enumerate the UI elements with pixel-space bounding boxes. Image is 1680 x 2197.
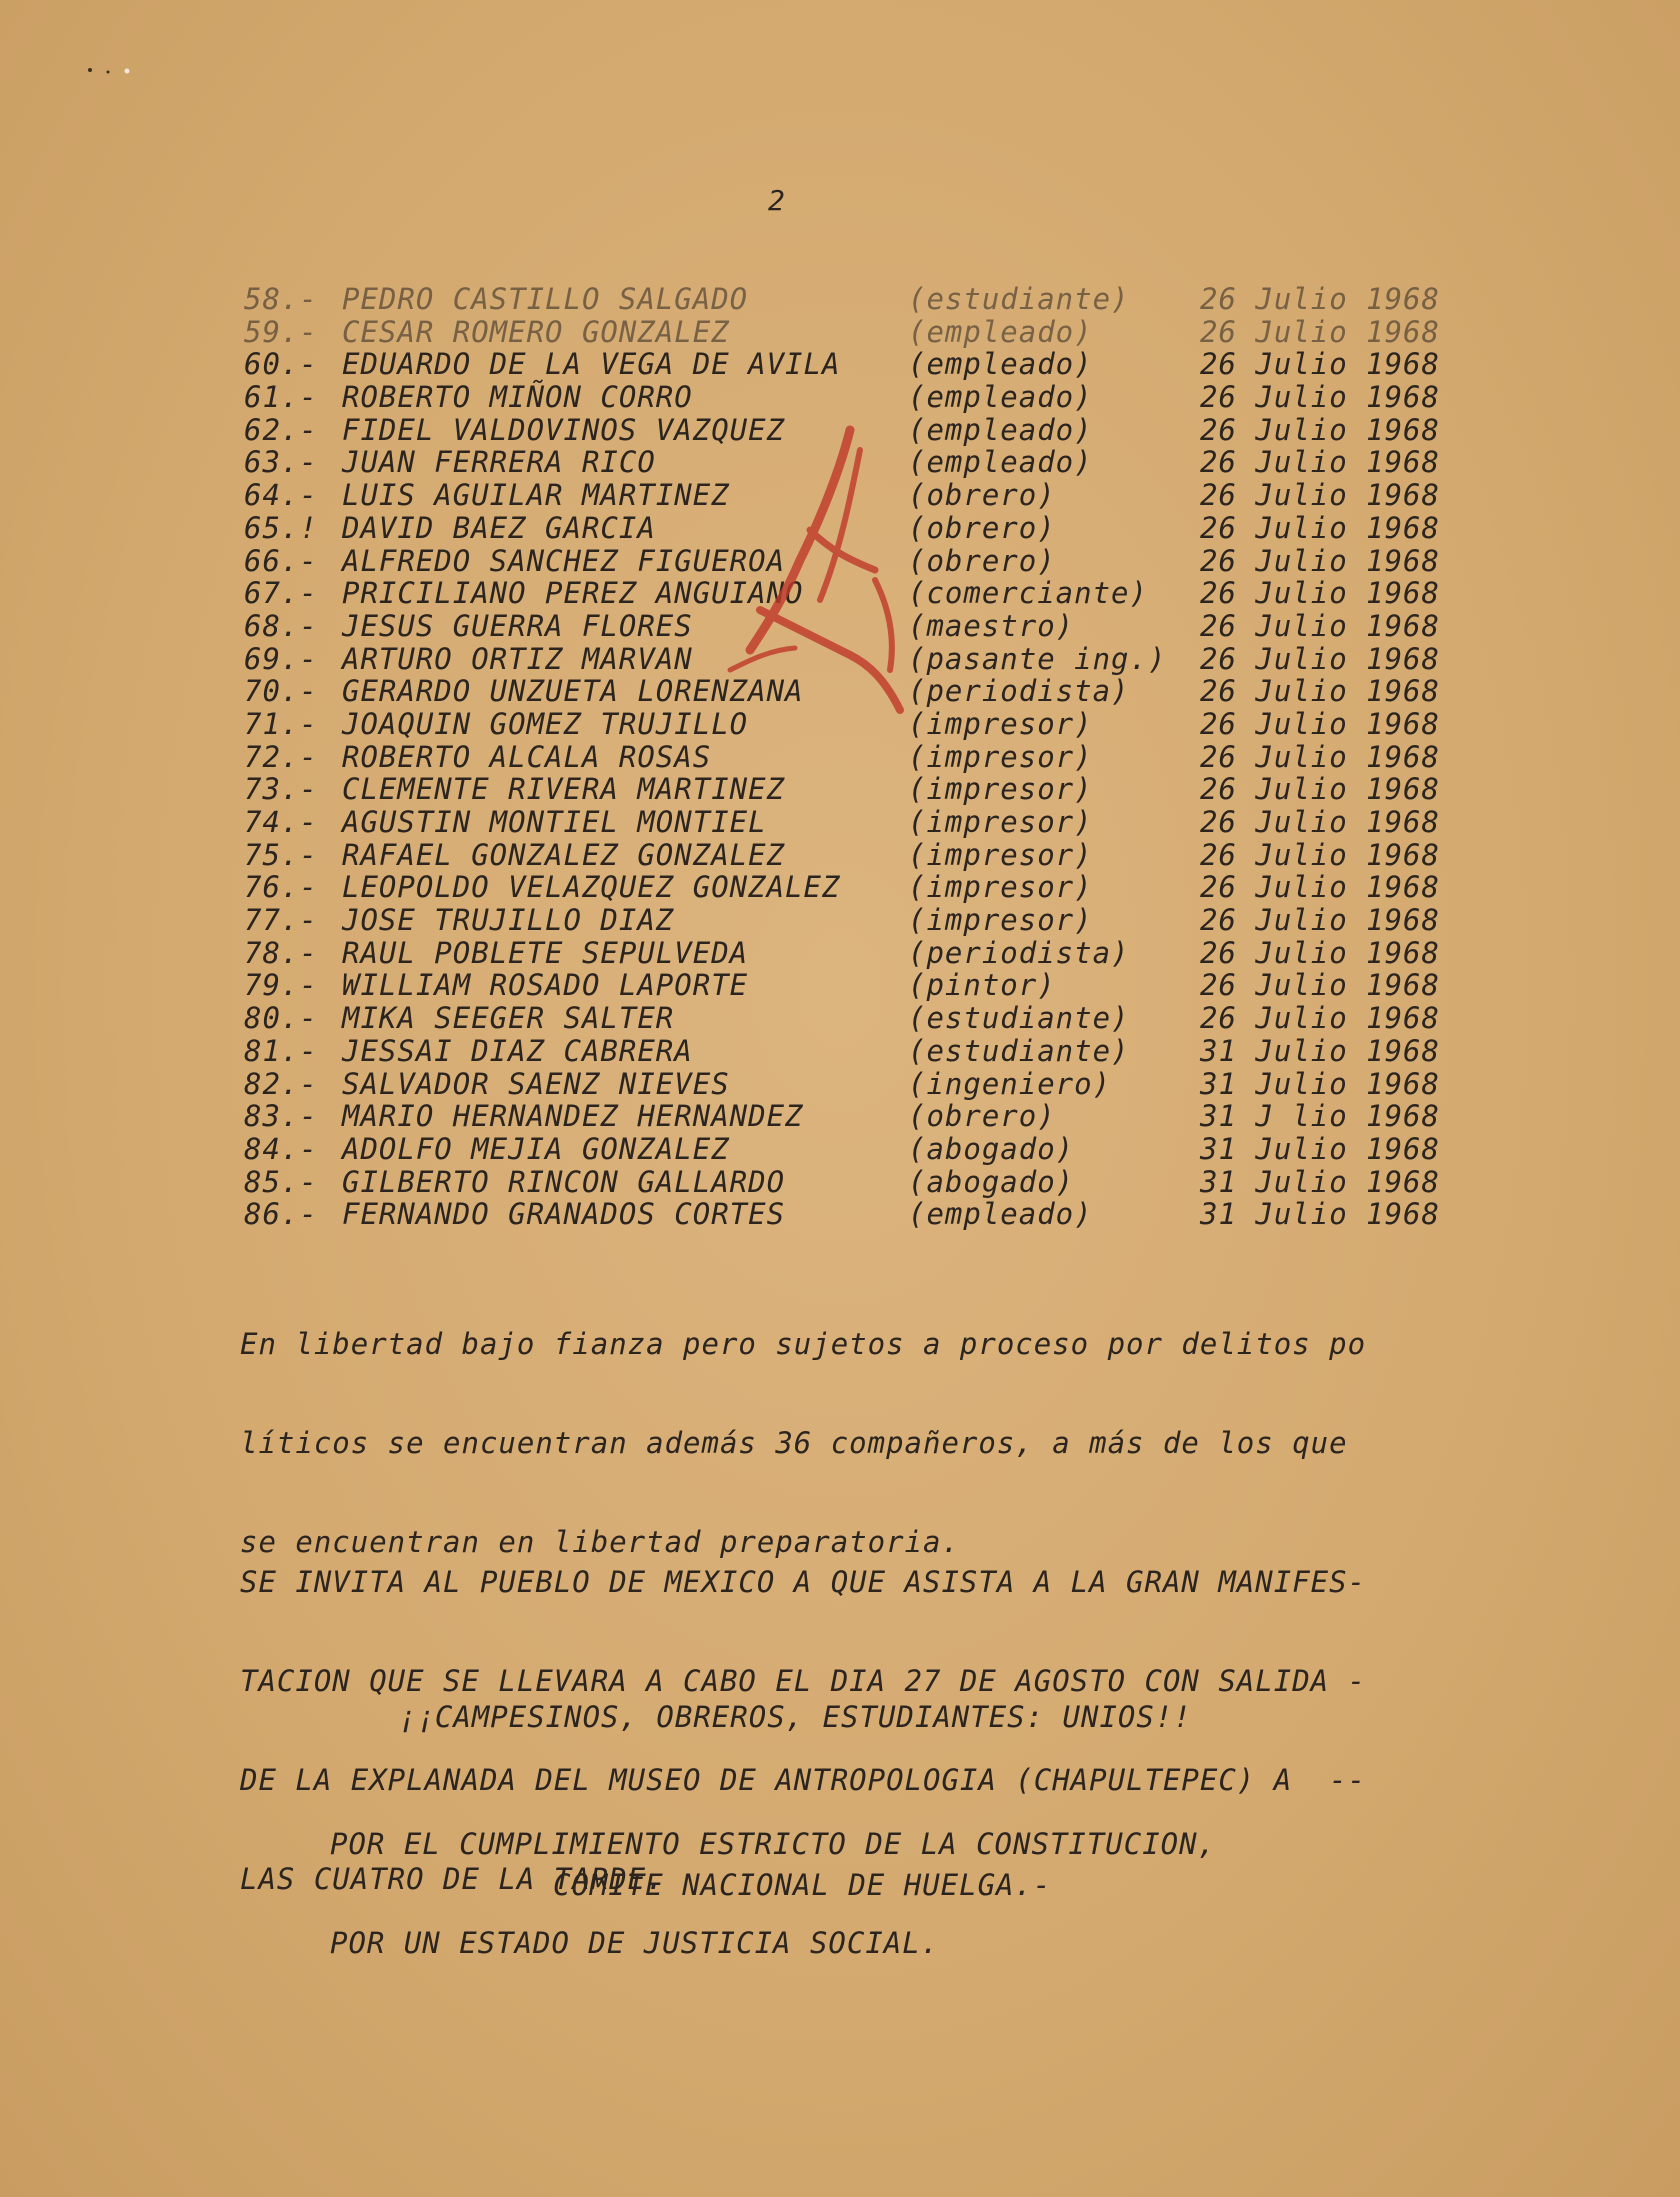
entry-date: 31 Julio 1968	[1200, 1164, 1440, 1199]
entry-name: JUAN FERRERA RICO	[342, 445, 656, 480]
entry-occupation: (abogado)	[908, 1164, 1075, 1199]
entry-date: 31 J lio 1968	[1200, 1099, 1440, 1134]
entry-name: MARIO HERNANDEZ HERNANDEZ	[342, 1099, 804, 1134]
entry-occupation: (periodista)	[908, 935, 1130, 970]
list-entry	[244, 805, 1474, 838]
list-entry	[244, 936, 1474, 969]
motto-line: POR UN ESTADO DE JUSTICIA SOCIAL.	[330, 1926, 940, 1960]
entry-number: 74.-	[244, 805, 318, 839]
entry-date: 26 Julio 1968	[1200, 935, 1440, 970]
entry-number: 79.-	[244, 968, 318, 1003]
entry-name: JOAQUIN GOMEZ TRUJILLO	[342, 706, 749, 741]
list-entry	[244, 1099, 1474, 1132]
entry-name: WILLIAM ROSADO LAPORTE	[342, 968, 749, 1003]
list-entry	[244, 478, 1474, 511]
entry-number: 82.-	[244, 1066, 318, 1101]
entry-date: 31 Julio 1968	[1200, 1066, 1440, 1101]
entry-occupation: (impresor)	[908, 772, 1093, 807]
list-entry	[244, 968, 1474, 1001]
entry-name: FIDEL VALDOVINOS VAZQUEZ	[342, 412, 786, 447]
list-entry	[244, 544, 1474, 577]
entry-number: 70.-	[244, 674, 318, 709]
entry-name: CESAR ROMERO GONZALEZ	[342, 314, 730, 349]
entry-date: 26 Julio 1968	[1200, 706, 1440, 741]
entry-number: 81.-	[244, 1033, 318, 1068]
entry-date: 31 Julio 1968	[1200, 1033, 1440, 1068]
entry-number: 59.-	[244, 314, 318, 349]
entry-number: 62.-	[244, 412, 318, 447]
invitation-line: DE LA EXPLANADA DEL MUSEO DE ANTROPOLOGIA (CHAPULTEPEC) A --	[240, 1763, 1367, 1797]
list-entry	[244, 707, 1474, 740]
entry-number: 83.-	[244, 1099, 318, 1134]
list-entry	[244, 740, 1474, 773]
entry-date: 26 Julio 1968	[1200, 380, 1440, 415]
entry-number: 71.-	[244, 706, 318, 741]
entry-number: 78.-	[244, 935, 318, 970]
list-entry	[244, 576, 1474, 609]
entry-number: 73.-	[244, 772, 318, 807]
entry-occupation: (empleado)	[908, 1197, 1093, 1232]
entry-number: 75.-	[244, 837, 318, 872]
entry-occupation: (pasante ing.)	[908, 641, 1167, 676]
entry-number: 76.-	[244, 870, 318, 905]
entry-number: 68.-	[244, 608, 318, 643]
entry-date: 26 Julio 1968	[1200, 608, 1440, 643]
entry-date: 26 Julio 1968	[1200, 968, 1440, 1003]
entry-name: SALVADOR SAENZ NIEVES	[342, 1066, 730, 1101]
detainee-list	[244, 282, 1474, 1230]
signature: COMITE NACIONAL DE HUELGA.-	[553, 1868, 1052, 1902]
entry-name: LUIS AGUILAR MARTINEZ	[342, 478, 730, 513]
entry-number: 61.-	[244, 380, 318, 415]
entry-number: 64.-	[244, 478, 318, 513]
entry-number: 65.!	[244, 510, 318, 545]
entry-date: 26 Julio 1968	[1200, 870, 1440, 905]
list-entry	[244, 413, 1474, 446]
page-number: 2	[768, 184, 786, 217]
entry-date: 26 Julio 1968	[1200, 445, 1440, 480]
entry-occupation: (empleado)	[908, 314, 1093, 349]
entry-name: JESSAI DIAZ CABRERA	[342, 1033, 693, 1068]
entry-number: 63.-	[244, 445, 318, 480]
entry-occupation: (comerciante)	[908, 576, 1148, 611]
list-entry	[244, 1132, 1474, 1165]
entry-occupation: (empleado)	[908, 380, 1093, 415]
entry-occupation: (obrero)	[908, 510, 1056, 545]
entry-date: 26 Julio 1968	[1200, 576, 1440, 611]
entry-name: AGUSTIN MONTIEL MONTIEL	[342, 805, 767, 839]
entry-occupation: (obrero)	[908, 478, 1056, 513]
list-entry	[244, 772, 1474, 805]
entry-occupation: (maestro)	[908, 608, 1075, 643]
list-entry	[244, 282, 1474, 315]
entry-name: ROBERTO ALCALA ROSAS	[342, 739, 712, 774]
list-entry	[244, 642, 1474, 675]
entry-number: 58.-	[244, 282, 318, 316]
list-entry	[244, 1001, 1474, 1034]
entry-date: 26 Julio 1968	[1200, 543, 1440, 578]
entry-occupation: (impresor)	[908, 903, 1093, 938]
entry-occupation: (empleado)	[908, 412, 1093, 447]
entry-date: 26 Julio 1968	[1200, 641, 1440, 676]
entry-name: JOSE TRUJILLO DIAZ	[342, 903, 675, 938]
entry-date: 26 Julio 1968	[1200, 314, 1440, 349]
entry-name: GILBERTO RINCON GALLARDO	[342, 1164, 786, 1199]
entry-occupation: (impresor)	[908, 805, 1093, 839]
entry-number: 60.-	[244, 347, 318, 382]
list-entry	[244, 315, 1474, 348]
entry-date: 26 Julio 1968	[1200, 1001, 1440, 1036]
entry-date: 26 Julio 1968	[1200, 478, 1440, 513]
entry-number: 84.-	[244, 1131, 318, 1166]
entry-name: GERARDO UNZUETA LORENZANA	[342, 674, 804, 709]
paragraph-line: líticos se encuentran además 36 compañeros, a más de los que	[240, 1426, 1348, 1460]
list-entry	[244, 1197, 1474, 1230]
list-entry	[244, 674, 1474, 707]
entry-number: 67.-	[244, 576, 318, 611]
list-entry	[244, 1165, 1474, 1198]
entry-name: PRICILIANO PEREZ ANGUIANO	[342, 576, 804, 611]
entry-name: JESUS GUERRA FLORES	[342, 608, 693, 643]
entry-occupation: (ingeniero)	[908, 1066, 1112, 1101]
entry-number: 85.-	[244, 1164, 318, 1199]
entry-date: 26 Julio 1968	[1200, 805, 1440, 839]
list-entry	[244, 1034, 1474, 1067]
entry-occupation: (pintor)	[908, 968, 1056, 1003]
entry-name: ADOLFO MEJIA GONZALEZ	[342, 1131, 730, 1166]
list-entry	[244, 445, 1474, 478]
entry-name: ROBERTO MIÑON CORRO	[342, 380, 693, 415]
list-entry	[244, 347, 1474, 380]
invitation-line: SE INVITA AL PUEBLO DE MEXICO A QUE ASISTA A LA GRAN MANIFES-	[240, 1565, 1367, 1599]
paper-specks	[80, 60, 200, 80]
entry-number: 69.-	[244, 641, 318, 676]
entry-name: RAUL POBLETE SEPULVEDA	[342, 935, 749, 970]
entry-date: 26 Julio 1968	[1200, 739, 1440, 774]
entry-number: 72.-	[244, 739, 318, 774]
entry-name: LEOPOLDO VELAZQUEZ GONZALEZ	[342, 870, 841, 905]
entry-number: 86.-	[244, 1197, 318, 1232]
list-entry	[244, 380, 1474, 413]
entry-occupation: (estudiante)	[908, 1033, 1130, 1068]
entry-number: 66.-	[244, 543, 318, 578]
entry-occupation: (impresor)	[908, 706, 1093, 741]
entry-name: CLEMENTE RIVERA MARTINEZ	[342, 772, 786, 807]
list-entry	[244, 838, 1474, 871]
entry-number: 77.-	[244, 903, 318, 938]
entry-name: FERNANDO GRANADOS CORTES	[342, 1197, 786, 1232]
entry-date: 31 Julio 1968	[1200, 1131, 1440, 1166]
entry-occupation: (estudiante)	[908, 282, 1130, 316]
list-entry	[244, 903, 1474, 936]
invitation-line: TACION QUE SE LLEVARA A CABO EL DIA 27 DE AGOSTO CON SALIDA -	[240, 1664, 1367, 1698]
list-entry	[244, 511, 1474, 544]
paragraph-line: En libertad bajo fianza pero sujetos a proceso por delitos po	[240, 1327, 1367, 1361]
entry-occupation: (impresor)	[908, 870, 1093, 905]
entry-occupation: (obrero)	[908, 543, 1056, 578]
entry-name: PEDRO CASTILLO SALGADO	[342, 282, 749, 316]
motto-line: POR EL CUMPLIMIENTO ESTRICTO DE LA CONSTITUCION,	[330, 1827, 1217, 1861]
entry-name: ALFREDO SANCHEZ FIGUEROA	[342, 543, 786, 578]
entry-name: RAFAEL GONZALEZ GONZALEZ	[342, 837, 786, 872]
entry-occupation: (abogado)	[908, 1131, 1075, 1166]
entry-number: 80.-	[244, 1001, 318, 1036]
entry-name: EDUARDO DE LA VEGA DE AVILA	[342, 347, 841, 382]
entry-date: 26 Julio 1968	[1200, 412, 1440, 447]
entry-occupation: (impresor)	[908, 837, 1093, 872]
entry-occupation: (empleado)	[908, 445, 1093, 480]
slogan: ¡¡CAMPESINOS, OBREROS, ESTUDIANTES: UNIOS!!	[398, 1700, 1192, 1734]
entry-name: DAVID BAEZ GARCIA	[342, 510, 656, 545]
entry-occupation: (estudiante)	[908, 1001, 1130, 1036]
entry-date: 26 Julio 1968	[1200, 674, 1440, 709]
entry-name: MIKA SEEGER SALTER	[342, 1001, 675, 1036]
entry-date: 26 Julio 1968	[1200, 837, 1440, 872]
invitation-line: LAS CUATRO DE LA TARDE.	[240, 1862, 665, 1896]
entry-date: 26 Julio 1968	[1200, 347, 1440, 382]
list-entry	[244, 609, 1474, 642]
entry-occupation: (obrero)	[908, 1099, 1056, 1134]
entry-occupation: (periodista)	[908, 674, 1130, 709]
list-entry	[244, 870, 1474, 903]
entry-occupation: (impresor)	[908, 739, 1093, 774]
list-entry	[244, 1067, 1474, 1100]
paragraph-line: se encuentran en libertad preparatoria.	[240, 1525, 960, 1559]
entry-date: 26 Julio 1968	[1200, 903, 1440, 938]
entry-date: 26 Julio 1968	[1200, 772, 1440, 807]
entry-date: 31 Julio 1968	[1200, 1197, 1440, 1232]
entry-date: 26 Julio 1968	[1200, 282, 1440, 316]
entry-occupation: (empleado)	[908, 347, 1093, 382]
entry-date: 26 Julio 1968	[1200, 510, 1440, 545]
entry-name: ARTURO ORTIZ MARVAN	[342, 641, 693, 676]
